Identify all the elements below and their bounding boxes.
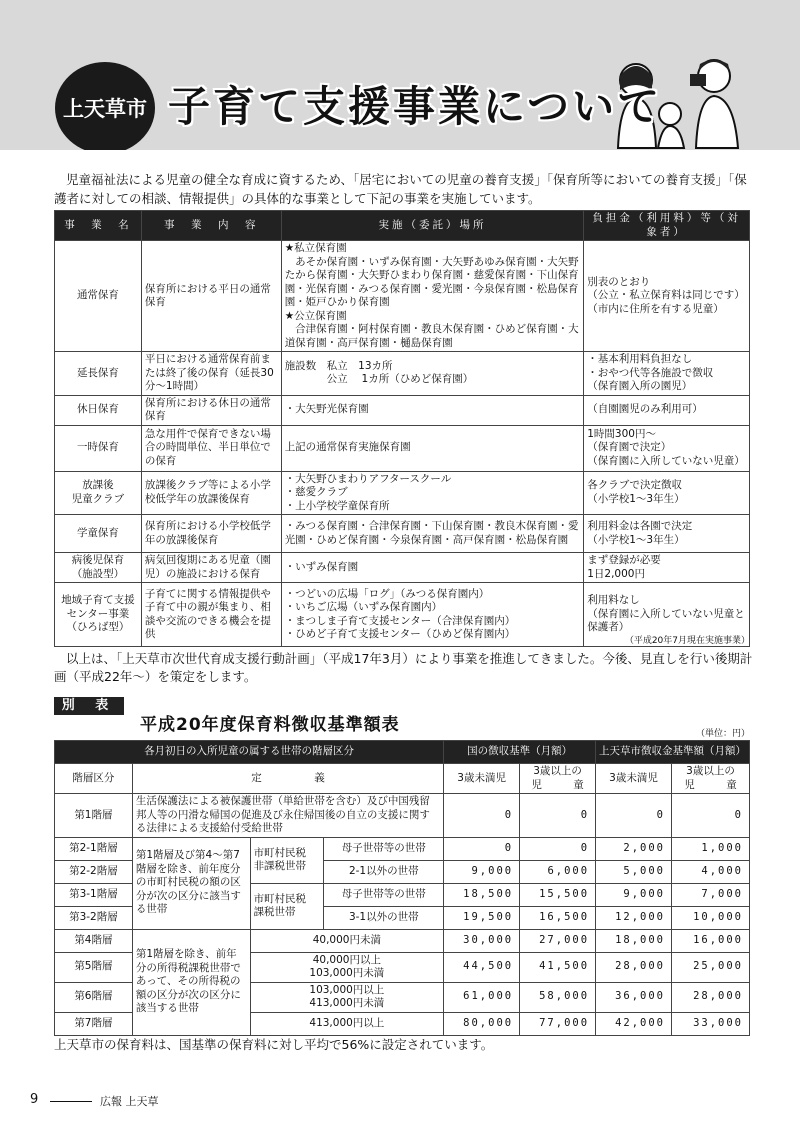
intro-paragraph: 児童福祉法による児童の健全な育成に資するため、「居宅においての児童の養育支援」「保育所等においての養育支援」「保護者に対しての相談、情報提供」の具体的な事業として下記の事業を実施しています。 [54,172,747,206]
fee-subheader-row [55,764,750,794]
tier-cell: 第5階層 [55,952,133,982]
city-fee: 12,000 [596,906,672,929]
services-row [55,425,750,471]
group-header: 各月初日の入所児童の属する世帯の階層区分 [55,741,444,764]
service-place: ・大矢野光保育園 [281,395,584,425]
service-fee: まず登録が必要 1日2,000円 [584,553,750,583]
tier-cell: 第1階層 [55,794,133,838]
services-note: （平成20年7月現在実施事業） [624,636,750,646]
service-content: 急な用件で保育できない場合の時間単位、半日単位での保育 [141,425,281,471]
tier-cell: 第3-2階層 [55,906,133,929]
service-name: 病後児保育 （施設型） [55,553,142,583]
service-name: 延長保育 [55,352,142,396]
services-row [55,241,750,352]
national-fee: 80,000 [444,1012,520,1035]
service-content: 保育所における小学校低学年の放課後保育 [141,515,281,553]
fee-header-row [55,741,750,764]
non-taxable-label: 市町村民税 非課税世帯 [250,837,324,883]
footer-note: 上天草市の保育料は、国基準の保育料に対し平均で56%に設定されています。 [54,1037,494,1052]
taxable-label: 市町村民税 課税世帯 [250,883,324,929]
national-fee: 27,000 [520,929,596,952]
city-fee: 1,000 [672,837,750,860]
city-fee: 10,000 [672,906,750,929]
national-fee: 0 [444,837,520,860]
service-place: ・みつる保育園・合津保育園・下山保育園・教良木保育園・愛光園・ひめど保育園・今泉保育園・高戸保育園・松島保育園 [281,515,584,553]
publication-name: 広報 上天草 [100,1095,159,1108]
service-fee: 利用料金は各園で決定 （小学校1～3年生） [584,515,750,553]
plan-paragraph: 以上は、「上天草市次世代育成支援行動計画」（平成17年3月）により事業を推進してきました。今後、見直しを行い後期計画（平成22年～）を策定をします。 [54,651,753,684]
over3-header: 3歳以上の 児 童 [672,764,750,794]
national-fee: 58,000 [520,982,596,1012]
national-fee: 0 [520,794,596,838]
national-fee: 15,500 [520,883,596,906]
service-place: ★私立保育園 あそか保育園・いずみ保育園・大矢野あゆみ保育園・大矢野たから保育園・大矢野ひまわり保育園・慈愛保育園・下山保育園・光保育園・みつる保育園・愛光園・今泉保育園・松島保育園・姫戸ひかり保育園 ★公立保育園 合津保育園・阿村保育園・教良木保育園・ひめど保育園・大道保育園・高戸保育園・樋島保育園 [281,241,584,352]
national-fee: 0 [444,794,520,838]
city-fee: 4,000 [672,860,750,883]
fee-row [55,929,750,952]
definition-cell: 生活保護法による被保護世帯（単給世帯を含む）及び中国残留邦人等の円滑な帰国の促進及び永住帰国後の自立の支援に関する法律による支援給付受給世帯 [132,794,443,838]
service-content: 子育てに関する情報提供や子育て中の親が集まり、相談や交流のできる機会を提供 [141,583,281,647]
over3-header: 3歳以上の 児 童 [520,764,596,794]
national-fee: 6,000 [520,860,596,883]
tier-cell: 第6階層 [55,982,133,1012]
city-fee: 28,000 [672,982,750,1012]
services-header-cell: 事 業 名 [55,211,142,241]
national-fee: 41,500 [520,952,596,982]
services-row [55,471,750,515]
services-header-cell: 事 業 内 容 [141,211,281,241]
national-fee: 61,000 [444,982,520,1012]
city-fee: 7,000 [672,883,750,906]
tier-cell: 第3-1階層 [55,883,133,906]
service-name: 放課後 児童クラブ [55,471,142,515]
services-row [55,395,750,425]
city-fee: 0 [596,794,672,838]
national-fee: 9,000 [444,860,520,883]
city-header: 上天草市徴収金基準額（月額） [596,741,750,764]
definition-cell: 40,000円未満 [250,929,444,952]
city-fee: 33,000 [672,1012,750,1035]
tier-cell: 第2-2階層 [55,860,133,883]
service-fee: 利用料なし （保育園に入所していない児童と保護者） [584,583,750,647]
definition-cell: 3-1以外の世帯 [324,906,444,929]
definition-header: 定 義 [132,764,443,794]
service-fee: 各クラブで決定徴収 （小学校1～3年生） [584,471,750,515]
service-place: ・大矢野ひまわりアフタースクール ・慈愛クラブ ・上小学校学童保育所 [281,471,584,515]
fee-row [55,837,750,860]
page-header [0,0,800,150]
unit-note: （単位：円） [695,729,750,739]
city-fee: 36,000 [596,982,672,1012]
services-row [55,515,750,553]
city-fee: 28,000 [596,952,672,982]
service-content: 病気回復期にある児童（園児）の施設における保育 [141,553,281,583]
fee-row [55,794,750,838]
city-fee: 0 [672,794,750,838]
tier-cell: 第2-1階層 [55,837,133,860]
service-name: 学童保育 [55,515,142,553]
services-header-cell: 実施（委託）場所 [281,211,584,241]
page-rule [50,1101,92,1102]
city-fee: 2,000 [596,837,672,860]
city-fee: 18,000 [596,929,672,952]
national-fee: 0 [520,837,596,860]
tier-header: 階層区分 [55,764,133,794]
services-row [55,553,750,583]
services-table [54,210,750,647]
tax-group-definition: 第1階層及び第4～第7階層を除き、前年度分の市町村民税の額の区分が次の区分に該当する世帯 [132,837,250,929]
service-content: 保育所における平日の通常保育 [141,241,281,352]
national-fee: 30,000 [444,929,520,952]
service-place: ・つどいの広場「ログ」（みつる保育園内） ・いちご広場（いずみ保育園内） ・まつしま子育て支援センター（合津保育園内） ・ひめど子育て支援センター（ひめど保育園内） [281,583,584,647]
page-title: 子育て支援事業について [168,82,663,131]
national-fee: 77,000 [520,1012,596,1035]
income-group-definition: 第1階層を除き、前年分の所得税課税世帯であって、その所得税の額の区分が次の区分に該当する世帯 [132,929,250,1035]
fee-table-title: 平成20年度保育料徴収基準額表 [140,715,400,735]
page-number: 9 [30,1092,39,1107]
city-fee: 9,000 [596,883,672,906]
service-place: ・いずみ保育園 [281,553,584,583]
service-fee: 1時間300円～ （保育園で決定） （保育園に入所していない児童） [584,425,750,471]
service-fee: ・基本利用料負担なし ・おやつ代等各施設で徴収 （保育園入所の園児） [584,352,750,396]
city-fee: 25,000 [672,952,750,982]
service-name: 通常保育 [55,241,142,352]
national-fee: 18,500 [444,883,520,906]
service-name: 地域子育て支援センター事業 （ひろば型） [55,583,142,647]
definition-cell: 母子世帯等の世帯 [324,837,444,860]
service-content: 放課後クラブ等による小学校低学年の放課後保育 [141,471,281,515]
under3-header: 3歳未満児 [444,764,520,794]
under3-header: 3歳未満児 [596,764,672,794]
national-fee: 19,500 [444,906,520,929]
service-place: 上記の通常保育実施保育園 [281,425,584,471]
definition-cell: 2-1以外の世帯 [324,860,444,883]
national-header: 国の徴収基準（月額） [444,741,596,764]
service-name: 休日保育 [55,395,142,425]
city-badge: 上天草市 [55,62,155,150]
services-header-cell: 負担金（利用料）等（対象者） [584,211,750,241]
service-place: 施設数 私立 13カ所 公立 1カ所（ひめど保育園） [281,352,584,396]
service-content: 保育所における休日の通常保育 [141,395,281,425]
definition-cell: 413,000円以上 [250,1012,444,1035]
service-fee: （自園園児のみ利用可） [584,395,750,425]
fee-table [54,740,750,1036]
tier-cell: 第4階層 [55,929,133,952]
service-fee: 別表のとおり （公立・私立保育料は同じです） （市内に住所を有する児童） [584,241,750,352]
city-fee: 42,000 [596,1012,672,1035]
services-row [55,352,750,396]
service-name: 一時保育 [55,425,142,471]
city-fee: 16,000 [672,929,750,952]
appendix-label: 別 表 [54,697,124,715]
definition-cell: 母子世帯等の世帯 [324,883,444,906]
tier-cell: 第7階層 [55,1012,133,1035]
service-content: 平日における通常保育前または終了後の保育（延長30分～1時間） [141,352,281,396]
definition-cell: 103,000円以上 413,000円未満 [250,982,444,1012]
national-fee: 44,500 [444,952,520,982]
national-fee: 16,500 [520,906,596,929]
definition-cell: 40,000円以上 103,000円未満 [250,952,444,982]
city-fee: 5,000 [596,860,672,883]
